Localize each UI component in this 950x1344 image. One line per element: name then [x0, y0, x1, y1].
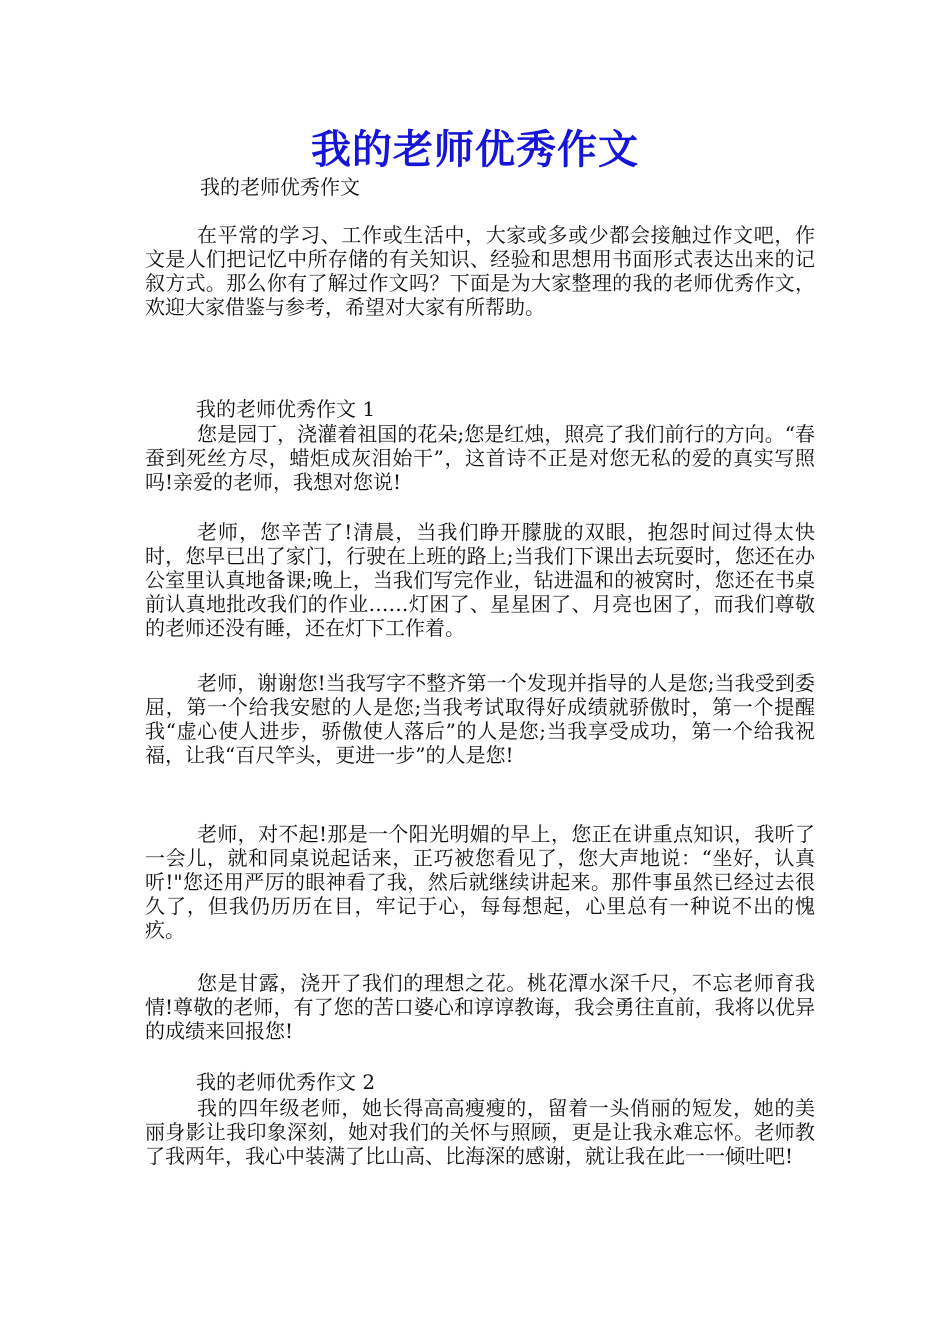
essay-1-paragraph-2: 老师，您辛苦了!清晨，当我们睁开朦胧的双眼，抱怨时间过得太快时，您早已出了家门，行驶在上班的路上;当我们下课出去玩耍时，您还在办公室里认真地备课;晚上，当我们写完作业，钻进温和的被窝时，您还在书桌前认真地批改我们的作业……灯困了、星星困了、月亮也困了，而我们尊敬的老师还没有睡，还在灯下工作着。 — [145, 520, 815, 640]
essay-2-paragraph-1: 我的四年级老师，她长得高高瘦瘦的，留着一头俏丽的短发，她的美丽身影让我印象深刻，她对我们的关怀与照顾，更是让我永难忘怀。老师教了我两年，我心中装满了比山高、比海深的感谢，就让我在此一一倾吐吧! — [145, 1096, 815, 1168]
document-title: 我的老师优秀作文 — [311, 126, 639, 173]
essay-1-heading: 我的老师优秀作文 1 — [196, 397, 376, 421]
essay-1-paragraph-3: 老师，谢谢您!当我写字不整齐第一个发现并指导的人是您;当我受到委屈，第一个给我安慰的人是您;当我考试取得好成绩就骄傲时，第一个提醒我“虚心使人进步，骄傲使人落后”的人是您;当我享受成功，第一个给我祝福，让我“百尺竿头，更进一步”的人是您! — [145, 671, 815, 767]
essay-1-paragraph-4: 老师，对不起!那是一个阳光明媚的早上，您正在讲重点知识，我听了一会儿，就和同桌说起话来，正巧被您看见了，您大声地说：“坐好，认真听!"您还用严厉的眼神看了我，然后就继续讲起来。那件事虽然已经过去很久了，但我仍历历在目，牢记于心，每每想起，心里总有一种说不出的愧疚。 — [145, 822, 815, 942]
essay-1-paragraph-5: 您是甘露，浇开了我们的理想之花。桃花潭水深千尺，不忘老师育我情!尊敬的老师，有了您的苦口婆心和谆谆教诲，我会勇往直前，我将以优异的成绩来回报您! — [145, 971, 815, 1043]
essay-1-paragraph-1: 您是园丁，浇灌着祖国的花朵;您是红烛，照亮了我们前行的方向。“春蚕到死丝方尽，蜡炬成灰泪始干”，这首诗不正是对您无私的爱的真实写照吗!亲爱的老师，我想对您说! — [145, 422, 815, 494]
intro-paragraph: 在平常的学习、工作或生活中，大家或多或少都会接触过作文吧，作文是人们把记忆中所存储的有关知识、经验和思想用书面形式表达出来的记叙方式。那么你有了解过作文吗？下面是为大家整理的我的老师优秀作文，欢迎大家借鉴与参考，希望对大家有所帮助。 — [145, 223, 815, 319]
document-subtitle: 我的老师优秀作文 — [200, 175, 360, 199]
essay-2-heading: 我的老师优秀作文 2 — [196, 1070, 376, 1094]
